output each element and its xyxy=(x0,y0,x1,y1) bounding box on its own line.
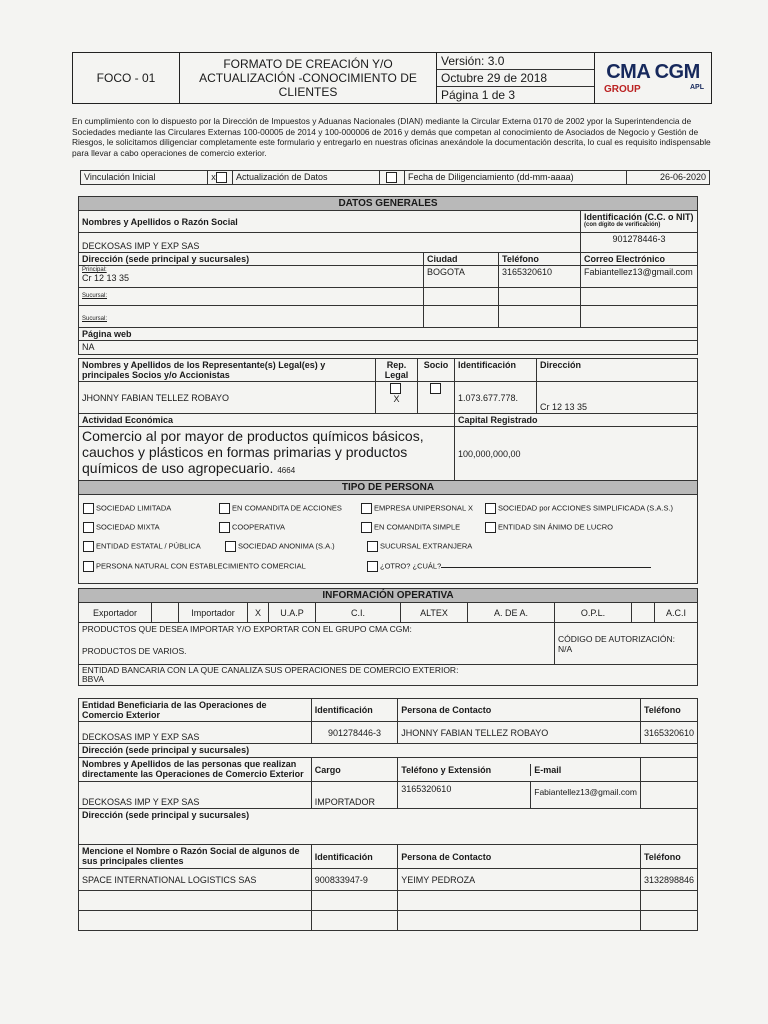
op-exportador-box[interactable] xyxy=(152,603,179,623)
rep-dir-label: Dirección xyxy=(537,359,698,382)
checkbox xyxy=(386,172,397,183)
opt-cooperativa[interactable]: COOPERATIVA xyxy=(219,522,285,533)
opt-anonima[interactable]: SOCIEDAD ANONIMA (S.A.) xyxy=(225,541,335,552)
replegal-label: Rep. Legal xyxy=(376,359,418,382)
rep-ident: 1.073.677.778. xyxy=(455,382,537,414)
op-importador-box[interactable]: X xyxy=(248,603,269,623)
benef-tel: 3165320610 xyxy=(640,722,697,744)
op-uap: U.A.P xyxy=(269,603,316,623)
form-code: FOCO - 01 xyxy=(73,53,180,104)
rep-label: Nombres y Apellidos de los Representante(s) Legal(es) y principales Socios y/o Accionistas xyxy=(79,359,376,382)
cargo-value: IMPORTADOR xyxy=(311,782,397,809)
dir-value: Cr 12 13 35 xyxy=(82,273,130,283)
info-operativa-table xyxy=(78,588,698,686)
section-title: INFORMACIÓN OPERATIVA xyxy=(79,589,698,603)
ident-note: (con dígito de verificación) xyxy=(584,222,661,228)
rep-nombre: JHONNY FABIAN TELLEZ ROBAYO xyxy=(79,382,376,414)
ident-label: Identificación (C.C. o NIT) xyxy=(584,212,694,222)
rep-ident-label: Identificación xyxy=(455,359,537,382)
banco-label: ENTIDAD BANCARIA CON LA QUE CANALIZA SUS OPERACIONES DE COMERCIO EXTERIOR: xyxy=(82,665,459,675)
opt-otro[interactable]: ¿OTRO? ¿CUÁL? xyxy=(367,561,651,572)
tipo-persona-table xyxy=(78,480,698,584)
ident-value: 901278446-3 xyxy=(581,233,698,253)
fecha-value: 26-06-2020 xyxy=(627,171,710,185)
benef-contacto: JHONNY FABIAN TELLEZ ROBAYO xyxy=(398,722,641,744)
persona-value: DECKOSAS IMP Y EXP SAS xyxy=(79,782,312,809)
op-altex: ALTEX xyxy=(401,603,468,623)
ciudad-label: Ciudad xyxy=(424,253,499,266)
persona-tel: 3165320610 xyxy=(398,782,531,808)
opt-estatal[interactable]: ENTIDAD ESTATAL / PÚBLICA xyxy=(83,541,201,552)
opt-limitada[interactable]: SOCIEDAD LIMITADA xyxy=(83,503,171,514)
form-title: FORMATO DE CREACIÓN Y/O ACTUALIZACIÓN -CONOCIMIENTO DE CLIENTES xyxy=(180,53,437,104)
opt-comandita-simple[interactable]: EN COMANDITA SIMPLE xyxy=(361,522,460,533)
tel-value: 3165320610 xyxy=(499,266,581,288)
company-logo: CMA CGM GROUP APL xyxy=(595,53,712,104)
banco-value: BBVA xyxy=(82,674,105,684)
op-aci: A.C.I xyxy=(655,603,698,623)
web-label: Página web xyxy=(79,328,698,341)
header-table xyxy=(72,52,712,104)
cargo-label: Cargo xyxy=(311,758,397,782)
opt-sas[interactable]: SOCIEDAD por ACCIONES SIMPLIFICADA (S.A.S.) xyxy=(485,503,673,514)
benef-ident-label: Identificación xyxy=(311,699,397,722)
nombre-label: Nombres y Apellidos o Razón Social xyxy=(79,211,581,233)
form-version: Versión: 3.0 xyxy=(437,53,594,70)
op-opl: O.P.L. xyxy=(555,603,632,623)
datos-generales-table: DATOS GENERALES Nombres y Apellidos o Razón Social Identificación (C.C. o NIT) (con dígito de verificación) DECKOSAS IMP Y EXP SAS 901278446-3 Dirección (sede principal y sucursales) Ciudad Teléfono Correo Electrónico Principal: Cr 12 13 35 BOGOTA 3165320610 Fabiantellez13@gmail.com Sucursal: Sucursal: Página web NA xyxy=(78,196,698,355)
cliente-tel-label: Teléfono xyxy=(640,845,697,869)
correo-value: Fabiantellez13@gmail.com xyxy=(581,266,698,288)
benef-contacto-label: Persona de Contacto xyxy=(398,699,641,722)
op-exportador: Exportador xyxy=(79,603,152,623)
replegal-check[interactable]: X xyxy=(376,382,418,414)
opt-unipersonal[interactable]: EMPRESA UNIPERSONAL X xyxy=(361,503,473,514)
correo-label: Correo Electrónico xyxy=(581,253,698,266)
section-title: DATOS GENERALES xyxy=(79,197,698,211)
opt-extranjera[interactable]: SUCURSAL EXTRANJERA xyxy=(367,541,472,552)
productos-label: PRODUCTOS QUE DESEA IMPORTAR Y/O EXPORTAR CON EL GRUPO CMA CGM: xyxy=(82,624,412,634)
socio-label: Socio xyxy=(418,359,455,382)
cliente-tel: 3132898846 xyxy=(640,869,697,891)
op-importador: Importador xyxy=(179,603,248,623)
razon-social: DECKOSAS IMP Y EXP SAS xyxy=(79,233,581,253)
telext-label: Teléfono y Extensión xyxy=(398,764,531,776)
vinc-actualizacion: Actualización de Datos xyxy=(233,171,380,185)
opt-natural[interactable]: PERSONA NATURAL CON ESTABLECIMIENTO COMERCIAL xyxy=(83,561,306,572)
vinc-inicial-check[interactable]: x xyxy=(208,171,233,185)
cliente-contacto: YEIMY PEDROZA xyxy=(398,869,641,891)
section-title: TIPO DE PERSONA xyxy=(79,481,698,495)
form-page: Página 1 de 3 xyxy=(441,88,516,102)
vinc-inicial: Vinculación Inicial xyxy=(81,171,208,185)
persona-dir-label: Dirección (sede principal y sucursales) xyxy=(79,809,698,845)
op-adea: A. DE A. xyxy=(468,603,555,623)
personas-label: Nombres y Apellidos de las personas que realizan directamente las Operaciones de Comercio Exterior xyxy=(79,758,312,782)
checkbox xyxy=(216,172,227,183)
benef-label: Entidad Beneficiaria de las Operaciones de Comercio Exterior xyxy=(79,699,312,722)
beneficiaria-table xyxy=(78,698,698,931)
op-ci: C.I. xyxy=(316,603,401,623)
productos-value: PRODUCTOS DE VARIOS. xyxy=(82,646,187,656)
socio-check[interactable] xyxy=(418,382,455,414)
representantes-table xyxy=(78,358,698,481)
email-label: E-mail xyxy=(534,764,562,775)
checkbox xyxy=(390,383,401,394)
cliente-contacto-label: Persona de Contacto xyxy=(398,845,641,869)
cliente-ident: 900833947-9 xyxy=(311,869,397,891)
cliente-value: SPACE INTERNATIONAL LOGISTICS SAS xyxy=(79,869,312,891)
cap-label: Capital Registrado xyxy=(455,414,698,427)
benef-value: DECKOSAS IMP Y EXP SAS xyxy=(79,722,312,744)
opt-sin-animo[interactable]: ENTIDAD SIN ÁNIMO DE LUCRO xyxy=(485,522,613,533)
cliente-ident-label: Identificación xyxy=(311,845,397,869)
tel-label: Teléfono xyxy=(499,253,581,266)
benef-ident: 901278446-3 xyxy=(311,722,397,744)
codigo-value: N/A xyxy=(558,643,573,654)
checkbox xyxy=(430,383,441,394)
act-label: Actividad Económica xyxy=(79,414,455,427)
dir-label: Dirección (sede principal y sucursales) xyxy=(79,253,424,266)
benef-tel-label: Teléfono xyxy=(640,699,697,722)
intro-text: En cumplimiento con lo dispuesto por la Dirección de Impuestos y Aduanas Nacionales (DIAN) mediante la Circular Externa 0170 de 2002 ypor la Superintendencia de Sociedades mediante las Circulares Externas 100-00005 de 2014 y 100-000006 de 2016 y demás que competan al conocimiento de Asociados de Negocio y Gestión de Riesgos, le solicitamos diligenciar completamente este formulario y entregarlo en nuestras oficinas anexándole la documentación descrita, lo cual es requisito indispensable para llevar a cabo operaciones de comercio exterior. xyxy=(72,116,711,158)
rep-dir: Cr 12 13 35 xyxy=(537,382,698,414)
act-code: 4664 xyxy=(277,466,296,475)
cap-value: 100,000,000,00 xyxy=(455,427,698,481)
clientes-label: Mencione el Nombre o Razón Social de algunos de sus principales clientes xyxy=(79,845,312,869)
benef-dir-label: Dirección (sede principal y sucursales) xyxy=(79,744,698,758)
opt-mixta[interactable]: SOCIEDAD MIXTA xyxy=(83,522,160,533)
codigo-label: CÓDIGO DE AUTORIZACIÓN: xyxy=(558,633,675,644)
fecha-label: Fecha de Diligenciamiento (dd-mm-aaaa) xyxy=(405,171,627,185)
web-value: NA xyxy=(79,341,698,355)
act-value: Comercio al por mayor de productos químicos básicos, cauchos y plásticos en formas primarias y productos químicos de uso agropecuario. xyxy=(82,428,424,476)
vinc-actualizacion-check[interactable] xyxy=(380,171,405,185)
opt-comandita-acc[interactable]: EN COMANDITA DE ACCIONES xyxy=(219,503,342,514)
form-date: Octubre 29 de 2018 xyxy=(437,70,594,87)
ciudad-value: BOGOTA xyxy=(424,266,499,288)
persona-email: Fabiantellez13@gmail.com xyxy=(534,787,637,797)
vinculacion-table xyxy=(80,170,710,185)
